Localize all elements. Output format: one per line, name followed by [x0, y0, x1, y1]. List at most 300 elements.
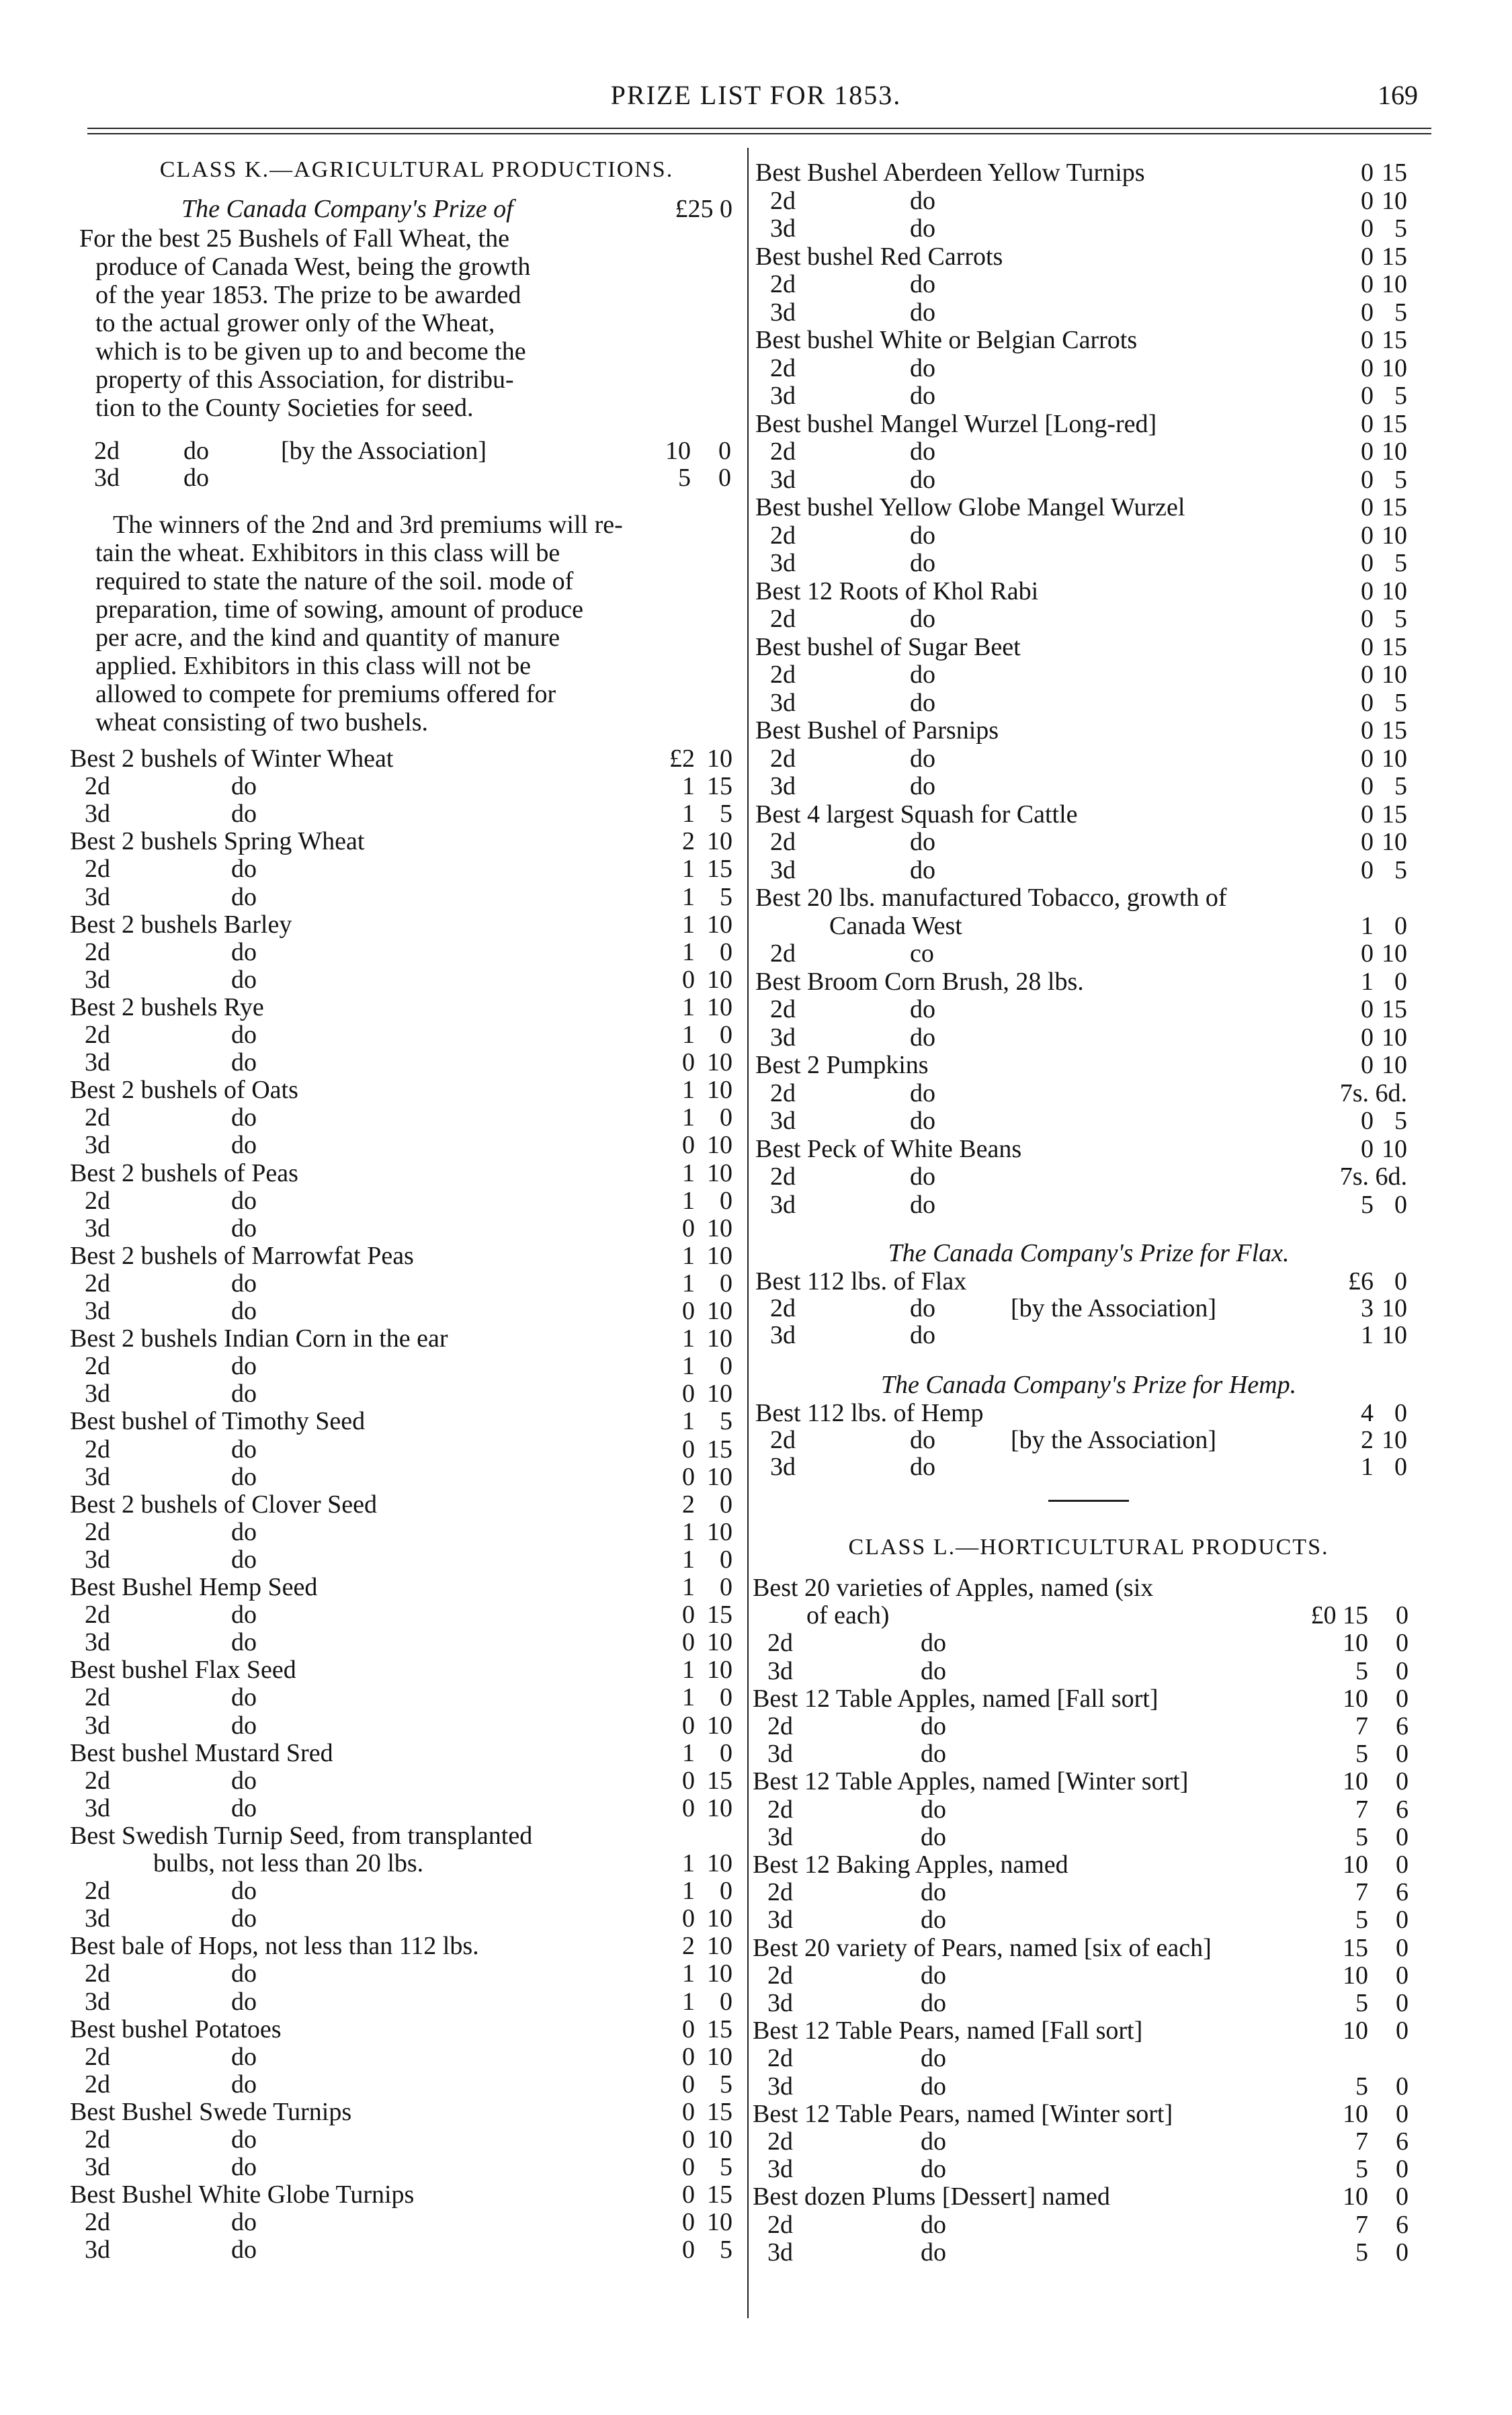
prize-value-pounds: 1	[682, 1407, 695, 1436]
prize-item-label: Best 2 bushels Spring Wheat	[70, 827, 365, 856]
prize-value-shillings: 10	[1382, 828, 1407, 856]
prize-value-pounds: 0	[1361, 716, 1374, 745]
prize-value-pounds: 0	[1361, 828, 1374, 856]
paragraph-line: of the year 1853. The prize to be awarded	[95, 281, 521, 309]
prize-value-pounds: 15	[1343, 1933, 1368, 1962]
prize-value-pence: 0	[1396, 1961, 1409, 1990]
prize-item-label: Best 12 Table Pears, named [Winter sort]	[753, 2099, 1173, 2128]
prize-value-shillings: 15	[1382, 326, 1407, 354]
prize-item-ditto: do	[921, 2072, 946, 2101]
prize-value-shillings: 0	[720, 937, 732, 966]
prize-item-ditto: do	[921, 1712, 946, 1740]
flax-prize-title: The Canada Company's Prize for Flax.	[888, 1239, 1290, 1267]
prize-item-ditto: do	[910, 688, 935, 717]
prize-item-ditto: do	[910, 270, 935, 298]
prize-value-pounds: 5	[1361, 1190, 1374, 1219]
prize-value-shillings: 10	[707, 2208, 732, 2237]
prize-item-label: 2d	[85, 937, 110, 966]
prize-value-shillings: 5	[1394, 549, 1407, 577]
prize-value-shillings: 0	[1394, 1190, 1407, 1219]
prize-item-label: 3d	[767, 1989, 793, 2017]
prize-value-shillings: 10	[707, 992, 732, 1021]
prize-value-pounds: 0	[682, 1131, 695, 1160]
prize-item-label: 3d	[770, 549, 796, 577]
prize-row	[70, 1187, 732, 1215]
prize-item-label: Best 2 bushels of Marrowfat Peas	[70, 1241, 414, 1270]
prize-item-label: 3d	[85, 1131, 110, 1160]
prize-row	[755, 968, 1407, 996]
prize-item-note: [by the Association]	[1011, 1426, 1217, 1454]
prize-value-pounds: 1	[682, 1269, 695, 1298]
prize-value-pounds: 10	[1343, 2017, 1368, 2045]
prize-item-label: Best Swedish Turnip Seed, from transplanted	[70, 1821, 533, 1850]
prize-value-pence: 0	[1396, 1601, 1409, 1630]
prize-item-label: Best 12 Table Apples, named [Winter sort]	[753, 1767, 1189, 1796]
prize-row	[753, 1767, 1409, 1795]
prize-row	[70, 1048, 732, 1076]
prize-row	[753, 2100, 1409, 2128]
prize-row	[753, 1601, 1409, 1629]
prize-item-label: 2d	[85, 1683, 110, 1712]
prize-value-shillings: 15	[707, 2097, 732, 2126]
prize-value-shillings: 10	[707, 1297, 732, 1325]
prize-item-label: 2d	[770, 353, 796, 382]
prize-value-pounds: 0	[1361, 493, 1374, 521]
prize-item-ditto: do	[231, 1462, 257, 1491]
prize-item-ditto: do	[921, 1822, 946, 1851]
prize-item-ditto: do	[231, 1711, 257, 1740]
prize-item-ditto: do	[231, 1186, 257, 1215]
prize-value-shillings: 5	[1394, 772, 1407, 800]
prize-row	[755, 912, 1407, 940]
prize-row	[70, 1573, 732, 1601]
prize-item-ditto: do	[231, 2042, 257, 2071]
prize-value-pounds: 1	[1361, 967, 1374, 996]
paragraph-line: wheat consisting of two bushels.	[95, 708, 429, 736]
prize-item-ditto: do	[910, 1078, 935, 1107]
prize-value-shillings: 0	[718, 437, 731, 465]
prize-item-ditto: do	[910, 1453, 935, 1481]
prize-row	[755, 884, 1407, 912]
prize-value-pence: 0	[1396, 1906, 1409, 1935]
prize-item-label: 3d	[767, 2238, 793, 2266]
prize-item-label: 2d	[85, 2208, 110, 2237]
prize-value-shillings: 7s. 6d.	[1339, 1078, 1407, 1107]
prize-item-label: Best Peck of White Beans	[755, 1134, 1022, 1163]
prize-value-pounds: 0	[682, 2153, 695, 2182]
paragraph-line: For the best 25 Bushels of Fall Wheat, the	[79, 224, 509, 253]
prize-value-shillings: 5	[720, 882, 732, 911]
paragraph-line: applied. Exhibitors in this class will not be	[95, 652, 532, 680]
prize-row	[70, 1601, 732, 1629]
prize-item-label: 2d	[85, 2070, 110, 2099]
prize-value-shillings: 10	[707, 1131, 732, 1160]
prize-value-pounds: 7	[1355, 2210, 1368, 2239]
prize-item-ditto: do	[231, 2236, 257, 2264]
prize-item-label: Best 2 bushels of Peas	[70, 1158, 298, 1187]
prize-value-shillings: 0	[720, 1987, 732, 2016]
prize-item-ditto: do	[183, 464, 209, 492]
paragraph-line: produce of Canada West, being the growth	[95, 253, 531, 281]
prize-value-pounds: 0	[682, 1711, 695, 1740]
prize-item-ditto: do	[921, 1878, 946, 1907]
prize-row	[755, 382, 1407, 410]
prize-row	[70, 1242, 732, 1270]
prize-value-pounds: 5	[678, 464, 691, 492]
prize-value-shillings: 10	[1382, 1294, 1407, 1322]
prize-value-shillings: 15	[1382, 995, 1407, 1023]
prize-item-label: 3d	[770, 1321, 796, 1349]
prize-item-label: 3d	[85, 882, 110, 911]
prize-item-label: 2d	[85, 1435, 110, 1464]
prize-value-pounds: 10	[1343, 1629, 1368, 1658]
prize-item-ditto: do	[910, 1023, 935, 1052]
prize-item-ditto: do	[231, 2125, 257, 2154]
prize-row	[755, 1023, 1407, 1052]
prize-row	[70, 2236, 732, 2264]
prize-item-ditto: do	[910, 1321, 935, 1349]
prize-item-label: 2d	[85, 772, 110, 801]
prize-item-label: 2d	[767, 1795, 793, 1824]
prize-value-pence: 0	[1396, 2155, 1409, 2184]
prize-row	[70, 1711, 732, 1740]
prize-value-pounds: 0	[682, 2236, 695, 2264]
prize-value-shillings: 10	[1382, 521, 1407, 550]
prize-item-ditto: do	[231, 1435, 257, 1464]
prize-value-pounds: 0	[1361, 549, 1374, 577]
prize-value-pounds: 1	[682, 1324, 695, 1353]
prize-row	[755, 800, 1407, 829]
prize-item-label: 3d	[85, 1380, 110, 1408]
prize-row	[70, 772, 732, 800]
prize-item-label: 2d	[85, 1877, 110, 1906]
prize-row	[753, 1989, 1409, 2017]
prize-value-pounds: 10	[1343, 1684, 1368, 1713]
prize-value-pounds: 7	[1355, 1795, 1368, 1824]
prize-value-pounds: 5	[1355, 1822, 1368, 1851]
prize-value-pounds: 1	[682, 1186, 695, 1215]
prize-row	[70, 1021, 732, 1049]
prize-value-pounds: 10	[1343, 2099, 1368, 2128]
prize-value-shillings: 5	[720, 800, 732, 829]
prize-value-shillings: 0	[718, 464, 731, 492]
prize-value-pounds: 1	[1361, 1321, 1374, 1349]
prize-item-label: 2d	[767, 1712, 793, 1740]
prize-item-label: 2d	[770, 1294, 796, 1322]
prize-value-shillings: 15	[1382, 632, 1407, 661]
prize-row	[70, 1324, 732, 1353]
prize-value-pounds: 0	[682, 2125, 695, 2154]
prize-value-pounds: 0	[1361, 577, 1374, 605]
prize-row	[755, 466, 1407, 494]
prize-row	[755, 1399, 1407, 1427]
prize-item-ditto: do	[910, 1107, 935, 1135]
prize-item-label: Best 112 lbs. of Flax	[755, 1267, 967, 1296]
prize-item-label: Best 2 bushels of Winter Wheat	[70, 745, 394, 773]
prize-value-pounds: 0	[682, 965, 695, 994]
prize-item-label: 2d	[85, 1352, 110, 1381]
prize-item-label: Best Bushel White Globe Turnips	[70, 2180, 415, 2209]
prize-item-ditto: do	[921, 1740, 946, 1769]
prize-item-ditto: do	[231, 1297, 257, 1325]
prize-item-ditto: do	[921, 2155, 946, 2184]
prize-row	[755, 437, 1407, 466]
prize-value-pence: 6	[1396, 2127, 1409, 2156]
prize-item-ditto: do	[231, 1380, 257, 1408]
prize-value-shillings: 7s. 6d.	[1339, 1162, 1407, 1191]
prize-item-label: of each)	[806, 1601, 890, 1630]
prize-item-ditto: do	[231, 1021, 257, 1049]
prize-value-pounds: 0	[682, 1214, 695, 1242]
prize-value-pounds: 0	[682, 1904, 695, 1933]
prize-value-pounds: 2	[682, 827, 695, 856]
prize-value-shillings: 5	[1394, 605, 1407, 633]
prize-value-pounds: 5	[1355, 2072, 1368, 2101]
prize-value-shillings: 15	[707, 1601, 732, 1629]
prize-item-label: bulbs, not less than 20 lbs.	[153, 1849, 424, 1877]
prize-item-ditto: do	[910, 995, 935, 1023]
prize-row	[753, 1657, 1409, 1685]
prize-row	[755, 689, 1407, 717]
prize-item-label: 3d	[770, 855, 796, 884]
prize-item-label: Best Bushel Aberdeen Yellow Turnips	[755, 159, 1145, 187]
prize-row	[79, 437, 731, 465]
prize-item-label: Best 12 Table Apples, named [Fall sort]	[753, 1684, 1159, 1713]
prize-value-shillings: 10	[1382, 186, 1407, 215]
prize-item-ditto: do	[910, 828, 935, 856]
prize-item-label: 3d	[85, 1462, 110, 1491]
prize-item-label: 3d	[770, 382, 796, 410]
prize-item-label: 3d	[770, 772, 796, 800]
prize-item-label: 2d	[85, 1601, 110, 1629]
class-l-heading: CLASS L.—HORTICULTURAL PRODUCTS.	[848, 1535, 1329, 1560]
prize-row	[755, 856, 1407, 884]
prize-item-label: 2d	[770, 744, 796, 773]
prize-value-pounds: 3	[1361, 1294, 1374, 1322]
prize-value-shillings: 10	[707, 745, 732, 773]
prize-item-label: 2d	[85, 1766, 110, 1795]
prize-value-pounds: 0	[1361, 1023, 1374, 1052]
prize-item-ditto: do	[910, 1426, 935, 1454]
prize-item-ditto: do	[910, 186, 935, 215]
prize-item-label: Canada West	[829, 911, 962, 940]
prize-value-pounds: 0	[1361, 939, 1374, 968]
prize-value-shillings: 10	[1382, 1426, 1407, 1454]
prize-row	[755, 605, 1407, 633]
prize-item-label: 2d	[770, 270, 796, 298]
prize-value-pounds: 0	[682, 1793, 695, 1822]
prize-value-pence: 0	[1396, 1740, 1409, 1769]
prize-value-pence: 0	[1396, 1629, 1409, 1658]
prize-item-label: Best Bushel Swede Turnips	[70, 2097, 352, 2126]
prize-item-ditto: do	[231, 1214, 257, 1242]
running-header-title: PRIZE LIST FOR 1853.	[610, 80, 902, 110]
prize-item-ditto: do	[231, 1766, 257, 1795]
prize-value-pounds: 10	[1343, 1851, 1368, 1879]
prize-item-ditto: do	[183, 437, 209, 465]
prize-item-label: Best dozen Plums [Dessert] named	[753, 2183, 1110, 2211]
prize-row	[753, 2044, 1409, 2072]
prize-value-pounds: £6	[1348, 1267, 1374, 1296]
prize-value-shillings: 10	[707, 965, 732, 994]
prize-item-label: 2d	[85, 1021, 110, 1049]
prize-row	[753, 1712, 1409, 1740]
prize-value-pounds: 1	[682, 1738, 695, 1767]
class-k-note	[79, 511, 726, 736]
prize-value-pounds: 0	[1361, 186, 1374, 215]
prize-value-pounds: 0	[682, 1297, 695, 1325]
prize-value-pence: 0	[1396, 1989, 1409, 2017]
prize-item-label: 2d	[770, 939, 796, 968]
prize-row	[755, 298, 1407, 327]
prize-value-pence: 0	[1396, 2099, 1409, 2128]
prize-item-ditto: do	[910, 605, 935, 633]
prize-value-pounds: 5	[1355, 1989, 1368, 2017]
prize-item-label: 3d	[85, 2236, 110, 2264]
prize-value-shillings: 0	[1394, 967, 1407, 996]
prize-row	[70, 910, 732, 939]
prize-value-shillings: 0	[1394, 911, 1407, 940]
paragraph-line: per acre, and the kind and quantity of manure	[95, 624, 560, 652]
prize-row	[755, 410, 1407, 438]
prize-value-pounds: 0	[1361, 242, 1374, 271]
prize-row	[753, 1795, 1409, 1824]
prize-row	[70, 1683, 732, 1711]
prize-item-label: Best bushel Mustard Sred	[70, 1738, 333, 1767]
prize-value-shillings: 10	[707, 1048, 732, 1077]
prize-row	[753, 2155, 1409, 2183]
prize-item-label: Best 2 bushels Indian Corn in the ear	[70, 1324, 448, 1353]
prize-value-shillings: 10	[707, 1628, 732, 1657]
prize-row	[753, 2238, 1409, 2266]
prize-value-pounds: 0	[682, 1601, 695, 1629]
paragraph-line: preparation, time of sowing, amount of produce	[95, 595, 584, 624]
prize-value-shillings: 15	[1382, 800, 1407, 829]
prize-value-pounds: 0	[1361, 1134, 1374, 1163]
prize-item-ditto: do	[921, 1629, 946, 1658]
prize-item-ditto: do	[921, 2044, 946, 2073]
prize-row	[70, 2015, 732, 2043]
prize-item-ditto: do	[910, 465, 935, 494]
prize-value-shillings: 15	[1382, 409, 1407, 438]
prize-item-ditto: do	[921, 2238, 946, 2266]
prize-row	[753, 2017, 1409, 2045]
prize-item-label: Best bushel Mangel Wurzel [Long-red]	[755, 409, 1157, 438]
prize-value-shillings: 10	[707, 827, 732, 856]
prize-item-label: 2d	[767, 2210, 793, 2239]
prize-item-ditto: do	[921, 2127, 946, 2156]
prize-item-label: 3d	[767, 1906, 793, 1935]
prize-value-pence: 0	[1396, 1851, 1409, 1879]
prize-item-label: Best 2 bushels Rye	[70, 992, 264, 1021]
prize-row	[755, 1321, 1407, 1349]
prize-row	[70, 2070, 732, 2099]
prize-value-pounds: 1	[682, 800, 695, 829]
prize-value-pounds: 1	[682, 1987, 695, 2016]
prize-value-pounds: 0	[1361, 800, 1374, 829]
prize-value-shillings: 15	[1382, 242, 1407, 271]
prize-value-pounds: 10	[665, 437, 691, 465]
prize-item-ditto: do	[231, 855, 257, 884]
prize-item-label: 3d	[85, 1793, 110, 1822]
prize-value-pounds: 0	[1361, 159, 1374, 187]
prize-item-label: 2d	[85, 1269, 110, 1298]
prize-row	[755, 745, 1407, 773]
prize-row	[70, 1159, 732, 1187]
prize-item-ditto: do	[910, 298, 935, 327]
company-prize-label: The Canada Company's Prize of	[181, 195, 513, 223]
prize-item-label: 3d	[770, 688, 796, 717]
prize-item-label: 2d	[770, 828, 796, 856]
prize-value-shillings: 0	[1394, 1399, 1407, 1427]
prize-item-label: 3d	[94, 464, 120, 492]
prize-row	[753, 1823, 1409, 1851]
prize-value-shillings: 0	[720, 1738, 732, 1767]
prize-row	[753, 2072, 1409, 2101]
prize-item-label: Best 112 lbs. of Hemp	[755, 1399, 984, 1427]
paragraph-line: property of this Association, for distribu-	[95, 366, 514, 394]
prize-value-shillings: 10	[707, 1904, 732, 1933]
prize-row	[70, 2125, 732, 2154]
prize-item-label: 3d	[85, 1297, 110, 1325]
prize-row	[755, 354, 1407, 382]
prize-item-label: Best 12 Baking Apples, named	[753, 1851, 1068, 1879]
prize-item-ditto: do	[231, 1048, 257, 1077]
prize-value-shillings: 10	[1382, 1051, 1407, 1079]
prize-value-pounds: 1	[1361, 1453, 1374, 1481]
prize-value-shillings: 10	[707, 1793, 732, 1822]
prize-value-pounds: 0	[1361, 855, 1374, 884]
prize-item-label: 2d	[770, 995, 796, 1023]
prize-value-shillings: 10	[707, 1517, 732, 1546]
prize-value-shillings: 5	[720, 2153, 732, 2182]
prize-item-label: 3d	[85, 1545, 110, 1574]
prize-item-label: 2d	[85, 1186, 110, 1215]
prize-row	[753, 2183, 1409, 2211]
prize-row	[755, 1294, 1407, 1322]
prize-row	[70, 1214, 732, 1242]
prize-row	[755, 1079, 1407, 1107]
prize-item-label: Best bale of Hops, not less than 112 lbs.	[70, 1932, 479, 1961]
prize-item-label: 3d	[767, 2072, 793, 2101]
prize-value-pence: 0	[1396, 1684, 1409, 1713]
prize-value-pence: 0	[1396, 2238, 1409, 2266]
prize-item-label: 3d	[767, 1822, 793, 1851]
prize-row	[70, 1269, 732, 1298]
prize-value-pounds: 0	[682, 1628, 695, 1657]
prize-item-ditto: do	[910, 1162, 935, 1191]
prize-value-pounds: 1	[682, 1656, 695, 1685]
prize-value-pounds: 0	[1361, 744, 1374, 773]
paragraph-line: tion to the County Societies for seed.	[95, 394, 474, 422]
prize-item-ditto: do	[910, 744, 935, 773]
prize-item-label: 2d	[770, 521, 796, 550]
prize-value-shillings: 0	[1394, 1453, 1407, 1481]
prize-item-label: Best Bushel Hemp Seed	[70, 1573, 318, 1601]
prize-value-pounds: £2	[669, 745, 695, 773]
prize-item-label: Best 20 varieties of Apples, named (six	[753, 1574, 1154, 1602]
prize-value-shillings: 5	[720, 2236, 732, 2264]
prize-row	[755, 1051, 1407, 1079]
prize-item-label: Best bushel Potatoes	[70, 2015, 282, 2043]
prize-value-shillings: 15	[707, 855, 732, 884]
prize-row	[755, 1135, 1407, 1163]
prize-row	[753, 1906, 1409, 1934]
prize-row	[755, 633, 1407, 661]
prize-value-pounds: 10	[1343, 2183, 1368, 2211]
prize-value-shillings: 10	[1382, 1321, 1407, 1349]
prize-row	[70, 1656, 732, 1684]
